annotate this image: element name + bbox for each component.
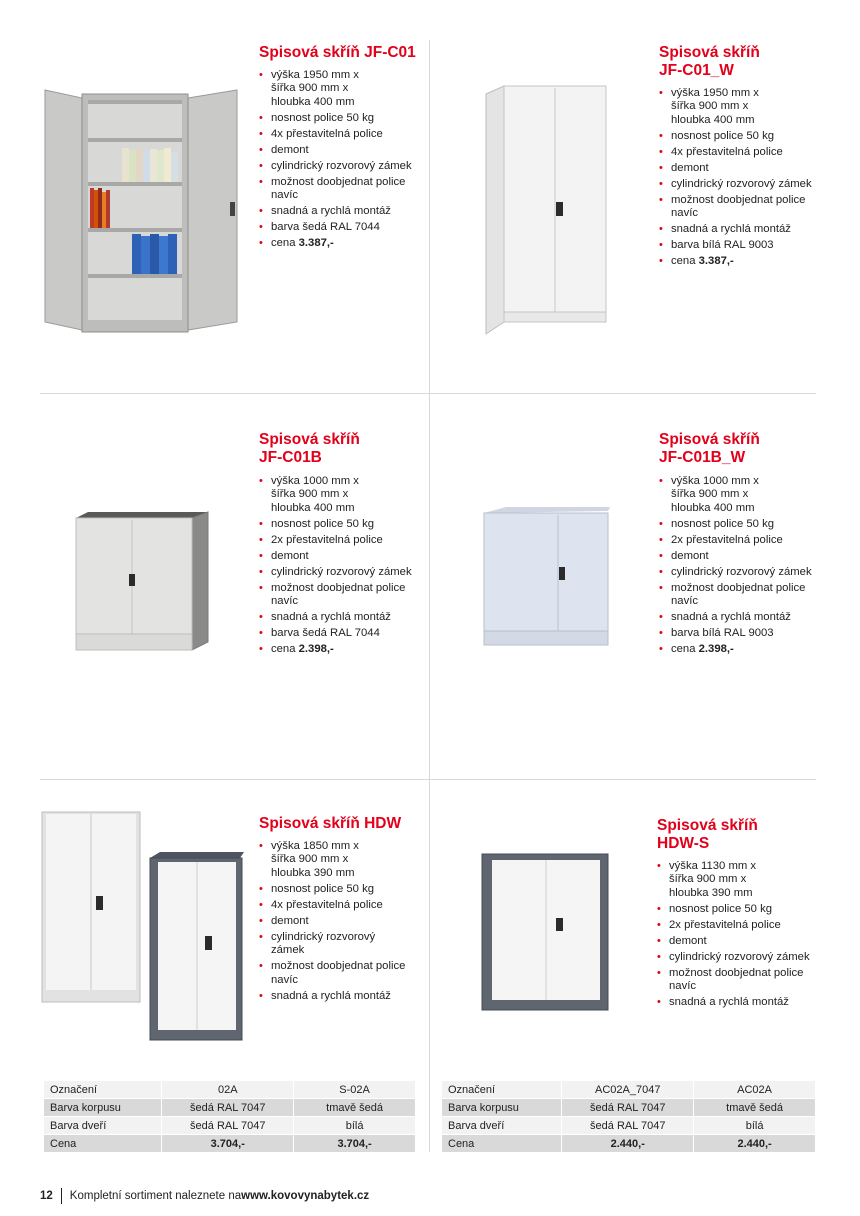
spec-item: • snadná a rychlá montáž (259, 205, 412, 218)
website-link[interactable]: www.kovovynabytek.cz (241, 1190, 370, 1202)
spec-table-hdw (44, 1081, 416, 1153)
table-row-label: Barva dveří (44, 1117, 162, 1135)
table-cell: tmavě šedá (294, 1099, 416, 1117)
table-row-label: Cena (442, 1135, 562, 1153)
spec-list (657, 860, 810, 1012)
spec-item: • cylindrický rozvorový zámek (259, 160, 412, 173)
table-cell: S-02A (294, 1081, 416, 1099)
spec-item: • snadná a rychlá montáž (657, 996, 810, 1009)
footer-separator (61, 1188, 62, 1204)
spec-item: • snadná a rychlá montáž (659, 611, 812, 624)
spec-item: • 2x přestavitelná police (657, 919, 810, 932)
product-title: Spisová skříň JF-C01_W (659, 44, 760, 79)
table-row-label: Označení (442, 1081, 562, 1099)
spec-item: • možnost doobjednat police navíc (659, 194, 812, 221)
spec-item: • barva šedá RAL 7044 (259, 221, 412, 234)
spec-item: • nosnost police 50 kg (657, 903, 810, 916)
cabinet-hdw-s-image (480, 852, 610, 1012)
spec-item: • nosnost police 50 kg (259, 518, 412, 531)
cabinet-jf-c01b-image (68, 510, 216, 652)
product-title: Spisová skříň JF-C01 (259, 44, 416, 61)
product-title: Spisová skříň HDW-S (657, 817, 758, 852)
spec-item: • demont (659, 550, 812, 563)
table-cell: šedá RAL 7047 (562, 1099, 694, 1117)
page-number: 12 (40, 1190, 53, 1202)
table-row (442, 1099, 816, 1117)
table-cell: AC02A (694, 1081, 816, 1099)
spec-item: • výška 1950 mm x šířka 900 mm x hloubka 400 mm (659, 87, 812, 127)
spec-item: • cylindrický rozvorový zámek (659, 178, 812, 191)
spec-item: • barva bílá RAL 9003 (659, 239, 812, 252)
spec-item: • nosnost police 50 kg (659, 130, 812, 143)
spec-item: • barva bílá RAL 9003 (659, 627, 812, 640)
spec-list (659, 475, 812, 659)
spec-item: • možnost doobjednat police navíc (259, 960, 405, 987)
spec-item: • cylindrický rozvorový zámek (259, 931, 405, 958)
table-row-label: Barva korpusu (44, 1099, 162, 1117)
table-cell: bílá (294, 1117, 416, 1135)
table-row-label: Barva korpusu (442, 1099, 562, 1117)
spec-item: • demont (259, 144, 412, 157)
table-row-label: Cena (44, 1135, 162, 1153)
price-item (259, 237, 412, 250)
spec-item: • 4x přestavitelná police (259, 128, 412, 141)
spec-item: • cylindrický rozvorový zámek (657, 951, 810, 964)
spec-item: • demont (259, 915, 405, 928)
footer-text: Kompletní sortiment naleznete na (69, 1190, 242, 1202)
spec-item: • snadná a rychlá montáž (659, 223, 812, 236)
table-cell: šedá RAL 7047 (162, 1099, 294, 1117)
row-divider-2 (40, 779, 816, 780)
product-title: Spisová skříň HDW (259, 815, 402, 832)
table-row-label: Označení (44, 1081, 162, 1099)
vertical-divider (429, 40, 430, 1152)
spec-item: • výška 1130 mm x šířka 900 mm x hloubka 390 mm (657, 860, 810, 900)
table-row-label: Barva dveří (442, 1117, 562, 1135)
spec-item: • možnost doobjednat police navíc (259, 582, 412, 609)
spec-item: • výška 1000 mm x šířka 900 mm x hloubka 400 mm (259, 475, 412, 515)
price-label: cena (671, 255, 699, 268)
product-title: Spisová skříň JF-C01B (259, 431, 360, 466)
table-cell: šedá RAL 7047 (162, 1117, 294, 1135)
spec-item: • demont (659, 162, 812, 175)
spec-item: • výška 1850 mm x šířka 900 mm x hloubka 390 mm (259, 840, 405, 880)
spec-list (259, 840, 405, 1006)
spec-item: • barva šedá RAL 7044 (259, 627, 412, 640)
spec-item: • možnost doobjednat police navíc (657, 967, 810, 994)
table-row (442, 1117, 816, 1135)
price-label: cena (271, 643, 299, 656)
table-cell: AC02A_7047 (562, 1081, 694, 1099)
spec-item: • možnost doobjednat police navíc (259, 176, 412, 203)
table-header-row (44, 1081, 416, 1099)
spec-item: • nosnost police 50 kg (259, 883, 405, 896)
spec-table-hdw-s (442, 1081, 816, 1153)
spec-item: • demont (657, 935, 810, 948)
table-header-row (442, 1081, 816, 1099)
table-cell: 3.704,- (294, 1135, 416, 1153)
price-label: cena (671, 643, 699, 656)
table-cell: 02A (162, 1081, 294, 1099)
spec-item: • možnost doobjednat police navíc (659, 582, 812, 609)
product-title: Spisová skříň JF-C01B_W (659, 431, 760, 466)
table-cell: 2.440,- (694, 1135, 816, 1153)
price-item (259, 643, 412, 656)
spec-item: • snadná a rychlá montáž (259, 611, 412, 624)
table-cell: 2.440,- (562, 1135, 694, 1153)
spec-list (259, 475, 412, 659)
table-row (442, 1135, 816, 1153)
spec-item: • 2x přestavitelná police (259, 534, 412, 547)
price-item (659, 643, 812, 656)
price-value: 2.398,- (298, 643, 334, 656)
spec-list (659, 87, 812, 271)
page-footer (40, 1188, 369, 1204)
spec-list (259, 69, 412, 253)
price-value: 3.387,- (698, 255, 734, 268)
spec-item: • výška 1000 mm x šířka 900 mm x hloubka 400 mm (659, 475, 812, 515)
table-cell: 3.704,- (162, 1135, 294, 1153)
table-cell: tmavě šedá (694, 1099, 816, 1117)
table-row (44, 1099, 416, 1117)
spec-item: • 2x přestavitelná police (659, 534, 812, 547)
spec-item: • nosnost police 50 kg (659, 518, 812, 531)
spec-item: • demont (259, 550, 412, 563)
spec-item: • 4x přestavitelná police (259, 899, 405, 912)
cabinet-jf-c01-w-image (482, 84, 610, 339)
row-divider-1 (40, 393, 816, 394)
spec-item: • cylindrický rozvorový zámek (259, 566, 412, 579)
spec-item: • 4x přestavitelná police (659, 146, 812, 159)
cabinet-hdw-image (40, 808, 245, 1042)
price-value: 2.398,- (698, 643, 734, 656)
spec-item: • snadná a rychlá montáž (259, 990, 405, 1003)
table-row (44, 1135, 416, 1153)
table-cell: bílá (694, 1117, 816, 1135)
table-row (44, 1117, 416, 1135)
price-value: 3.387,- (298, 237, 334, 250)
spec-item: • nosnost police 50 kg (259, 112, 412, 125)
price-label: cena (271, 237, 299, 250)
price-item (659, 255, 812, 268)
spec-item: • výška 1950 mm x šířka 900 mm x hloubka 400 mm (259, 69, 412, 109)
cabinet-jf-c01b-w-image (480, 507, 612, 649)
spec-item: • cylindrický rozvorový zámek (659, 566, 812, 579)
table-cell: šedá RAL 7047 (562, 1117, 694, 1135)
cabinet-jf-c01-image (40, 84, 245, 336)
